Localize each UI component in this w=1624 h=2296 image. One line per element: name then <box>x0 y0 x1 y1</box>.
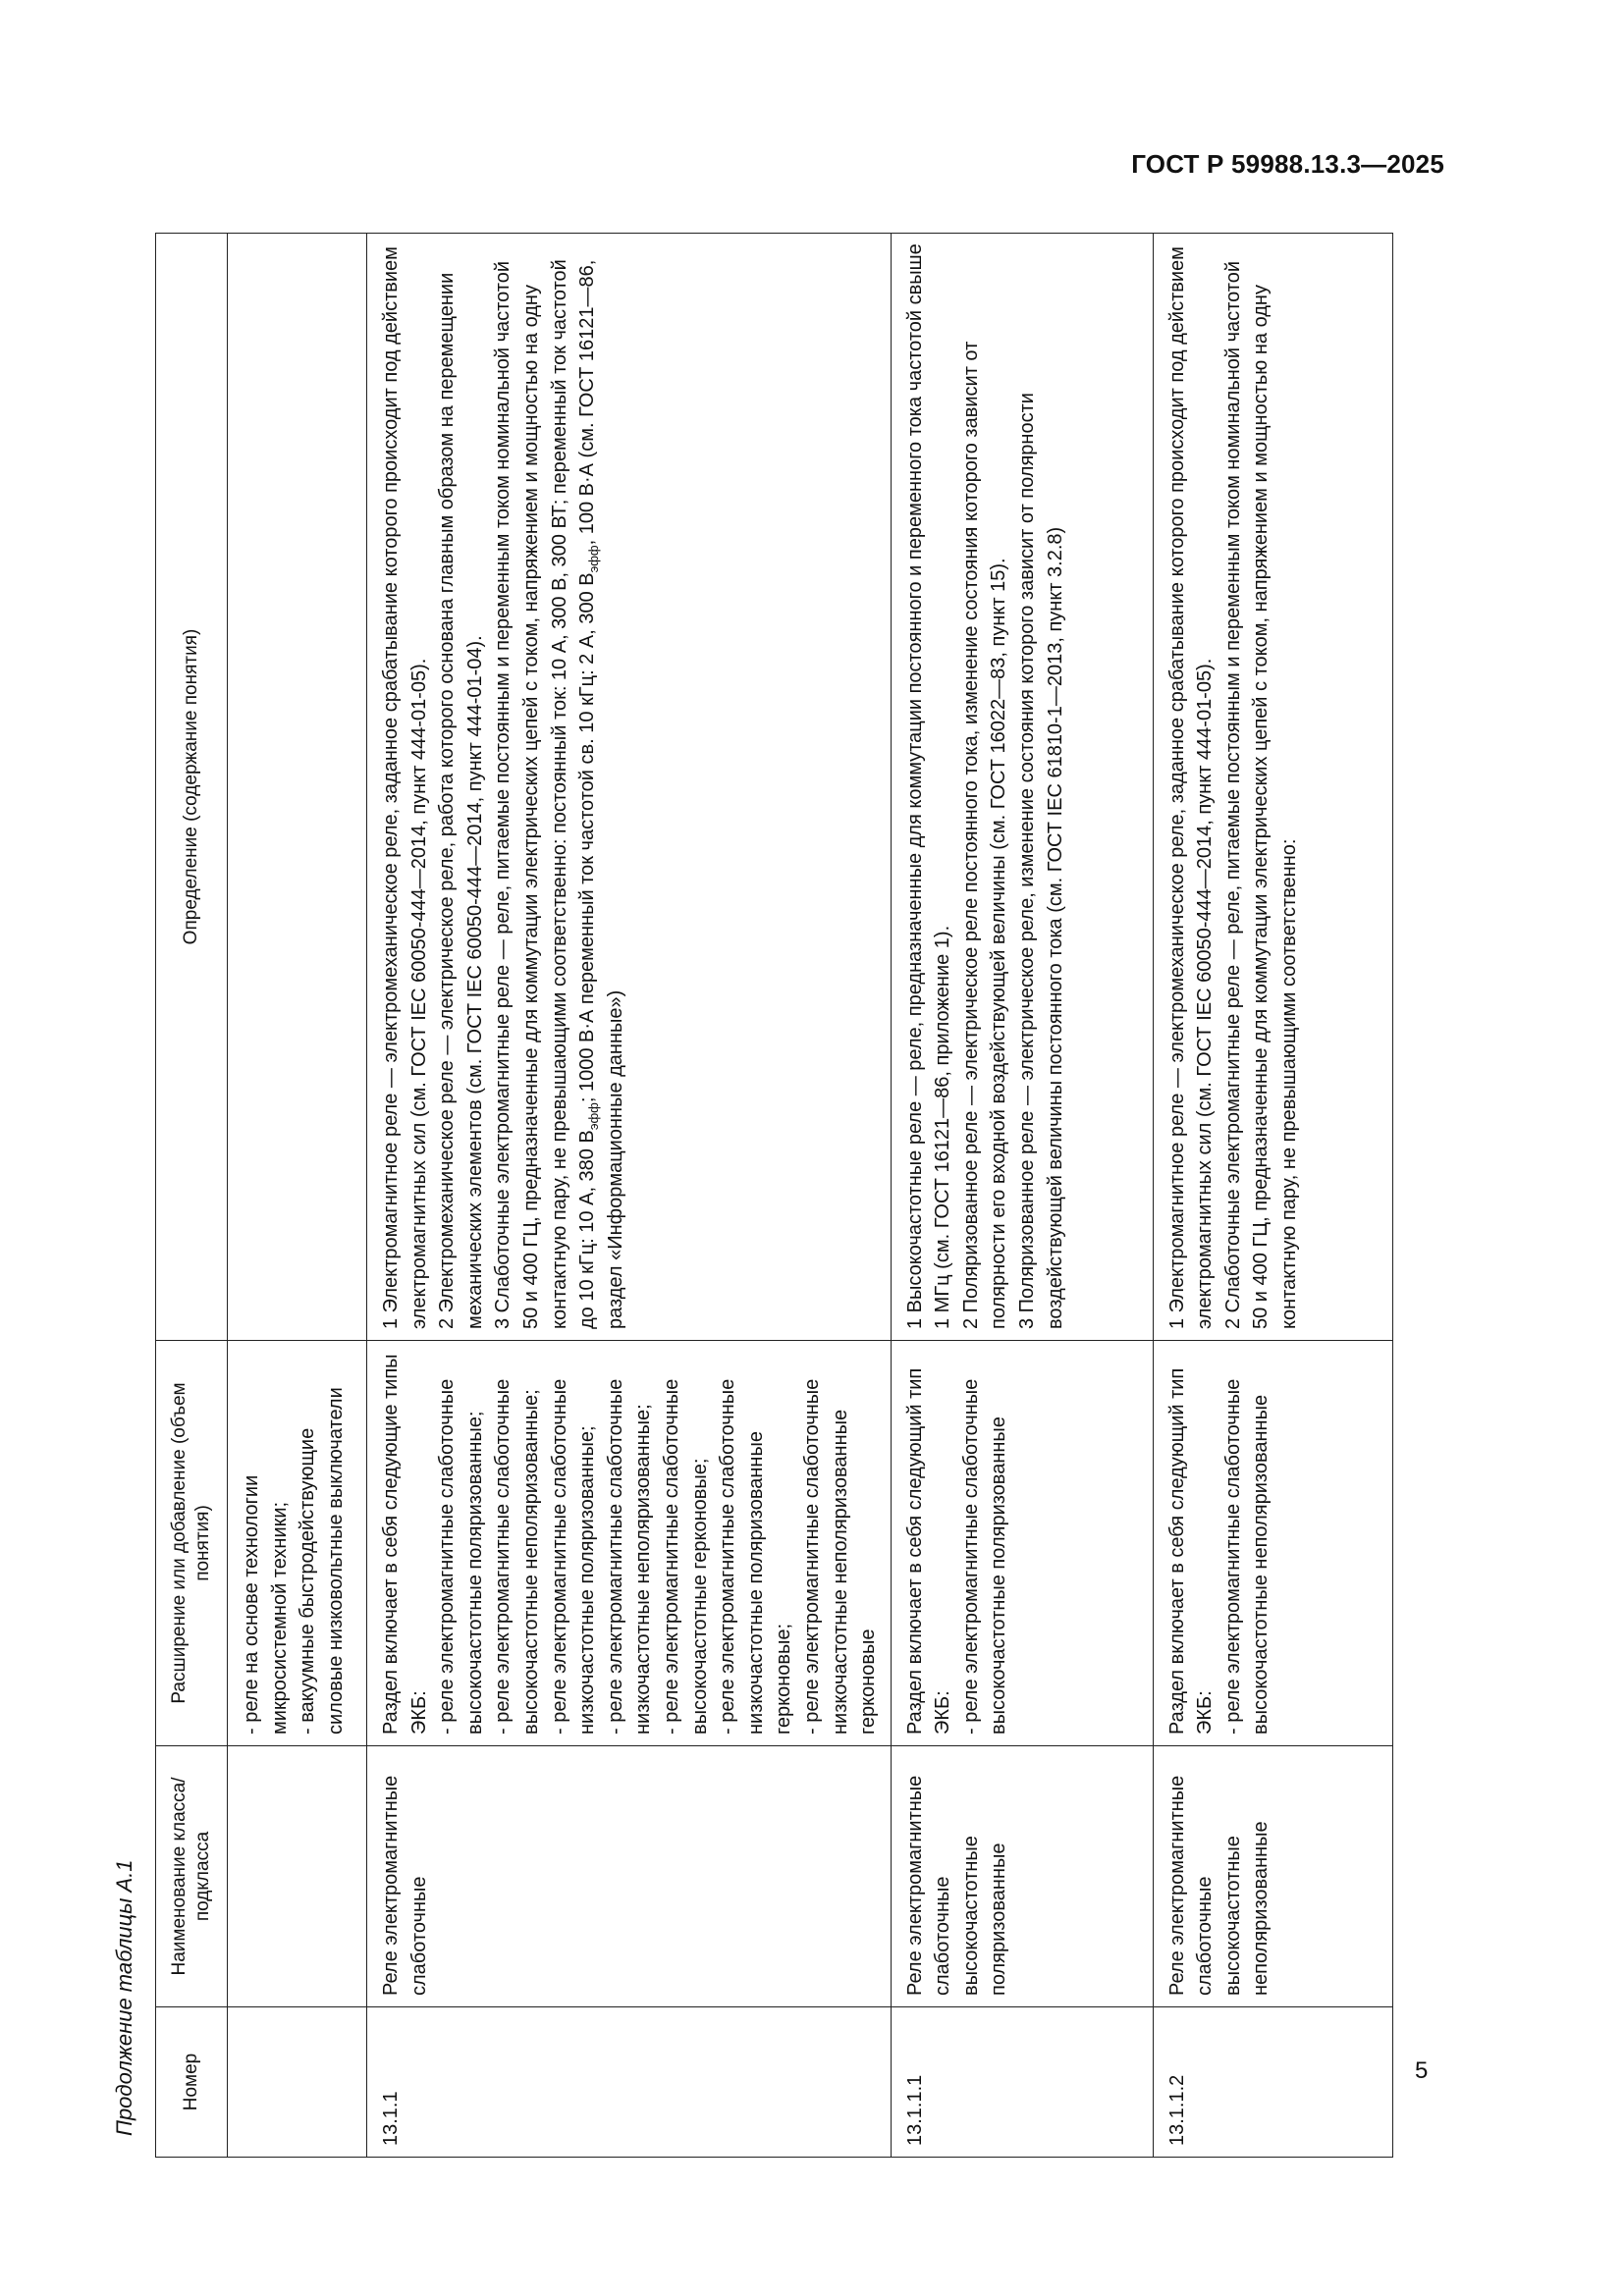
definition-paragraph: 1 Высокочастотные реле — реле, предназначенные для коммутации постоянного и переменного тока частотой свыше 1 МГц (см. ГОСТ 16121—86, приложение 1). <box>903 243 954 1329</box>
cell-scope <box>891 1341 1153 1746</box>
cell-definition <box>367 234 892 1341</box>
table-header-row <box>156 234 228 2158</box>
definition-text: 3 Слаботочные электромагнитные реле — реле, питаемые постоянным и переменным током номинальной частотой 50 и 400 ГЦ, предназначенные для коммутации электрических цепей с током, напряжением и мощностью на одну контактную пару, не превышающими соответственно: постоянный ток: 10 А, 300 В, 300 ВТ; переменный ток частотой до 10 кГц: 10 А, 380 В <box>492 259 599 1329</box>
definition-text: , 100 В·А (см. ГОСТ 16121—86, раздел «Информационные данные») <box>576 259 626 1329</box>
subscript-eff: эфф <box>586 545 602 573</box>
definition-paragraph: 2 Поляризованное реле — электрическое реле постоянного тока, изменение состояния которого зависит от полярности его входной воздействующей величины (см. ГОСТ 16022—83, пункт 15). <box>959 341 1010 1329</box>
table-row-continued <box>228 234 367 2158</box>
cell-number: 13.1.1.2 <box>1153 2007 1392 2158</box>
subscript-eff: эфф <box>586 1102 602 1131</box>
table-row-13-1-1 <box>367 234 892 2158</box>
cell-scope <box>1153 1341 1392 1746</box>
cell-scope <box>367 1341 892 1746</box>
cell-definition <box>228 234 367 1341</box>
definition-paragraph: 1 Электромагнитное реле — электромеханическое реле, заданное срабатывание которого происходит под действием электромагнитных сил (см. ГОСТ IEC 60050-444—2014, пункт 444-01-05). <box>380 246 430 1329</box>
scope-item: - реле электромагнитные слаботочные низкочастотные неполяризованные герконовые <box>800 1378 880 1735</box>
definition-paragraph: 1 Электромагнитное реле — электромеханическое реле, заданное срабатывание которого происходит под действием электромагнитных сил (см. ГОСТ IEC 60050-444—2014, пункт 444-01-05). <box>1165 246 1217 1329</box>
scope-item: - реле электромагнитные слаботочные низкочастотные неполяризованные; <box>604 1378 655 1735</box>
page-number: 5 <box>1415 2057 1429 2084</box>
cell-number: 13.1.1 <box>367 2007 892 2158</box>
cell-definition <box>891 234 1153 1341</box>
definition-text: ; 1000 В·А переменный ток частотой св. 10 кГц: 2 А, 300 В <box>576 572 599 1103</box>
scope-item: - реле электромагнитные слаботочные высокочастотные неполяризованные <box>1221 1378 1272 1735</box>
cell-name: Реле электромагнитные слаботочные высокочастотные поляризованные <box>891 1746 1153 2007</box>
column-header-number: Номер <box>156 2007 228 2158</box>
column-header-scope: Расширение или добавление (объем понятия) <box>156 1341 228 1746</box>
scope-intro: Раздел включает в себя следующие типы ЭКБ: <box>380 1354 430 1735</box>
table-row-13-1-1-2 <box>1153 234 1392 2158</box>
definition-paragraph: 3 Поляризованное реле — электрическое реле, изменение состояния которого зависит от полярности воздействующей величины постоянного тока (см. ГОСТ IEC 61810-1—2013, пункт 3.2.8) <box>1016 393 1066 1329</box>
rotated-table-page <box>108 234 1360 2158</box>
scope-item: - реле электромагнитные слаботочные низкочастотные поляризованные; <box>548 1378 599 1735</box>
document-header: ГОСТ Р 59988.13.3—2025 <box>1131 149 1444 179</box>
definition-paragraph: 2 Слаботочные электромагнитные реле — реле, питаемые постоянным и переменным током номинальной частотой 50 и 400 ГЦ, предназначенные для коммутации электрических цепей с током, напряжением и мощностью на одну контактную пару, не превышающими соответственно: <box>1221 260 1301 1329</box>
table-caption: Продолжение таблицы А.1 <box>112 1859 136 2136</box>
scope-intro: Раздел включает в себя следующий тип ЭКБ: <box>1165 1367 1217 1735</box>
scope-item: - реле электромагнитные слаботочные высокочастотные поляризованные <box>959 1378 1010 1735</box>
cell-name: Реле электромагнитные слаботочные <box>367 1746 892 2007</box>
scope-item: - реле электромагнитные слаботочные высокочастотные поляризованные; <box>436 1378 486 1735</box>
table-row-13-1-1-1 <box>891 234 1153 2158</box>
scope-item: - реле электромагнитные слаботочные высокочастотные неполяризованные; <box>492 1378 542 1735</box>
scope-item: - вакуумные быстродействующие силовые низковольтные выключатели <box>297 1387 347 1735</box>
definition-paragraph: 2 Электромеханическое реле — электрическое реле, работа которого основана главным образом на перемещении механических элементов (см. ГОСТ IEC 60050-444—2014, пункт 444-01-04). <box>436 272 486 1329</box>
cell-name: Реле электромагнитные слаботочные высокочастотные неполяризованные <box>1153 1746 1392 2007</box>
cell-name <box>228 1746 367 2007</box>
scope-item: - реле электромагнитные слаботочные низкочастотные поляризованные герконовые; <box>717 1378 795 1735</box>
scope-item: - реле на основе технологии микросистемной техники; <box>241 1474 291 1735</box>
column-header-name: Наименование класса/подкласса <box>156 1746 228 2007</box>
cell-definition <box>1153 234 1392 1341</box>
cell-number <box>228 2007 367 2158</box>
scope-intro: Раздел включает в себя следующий тип ЭКБ: <box>903 1367 954 1735</box>
column-header-definition: Определение (содержание понятия) <box>156 234 228 1341</box>
definition-paragraph <box>489 243 629 1329</box>
cell-scope <box>228 1341 367 1746</box>
cell-number: 13.1.1.1 <box>891 2007 1153 2158</box>
scope-item: - реле электромагнитные слаботочные высокочастотные герконовые; <box>660 1378 711 1735</box>
definitions-table <box>155 233 1393 2158</box>
